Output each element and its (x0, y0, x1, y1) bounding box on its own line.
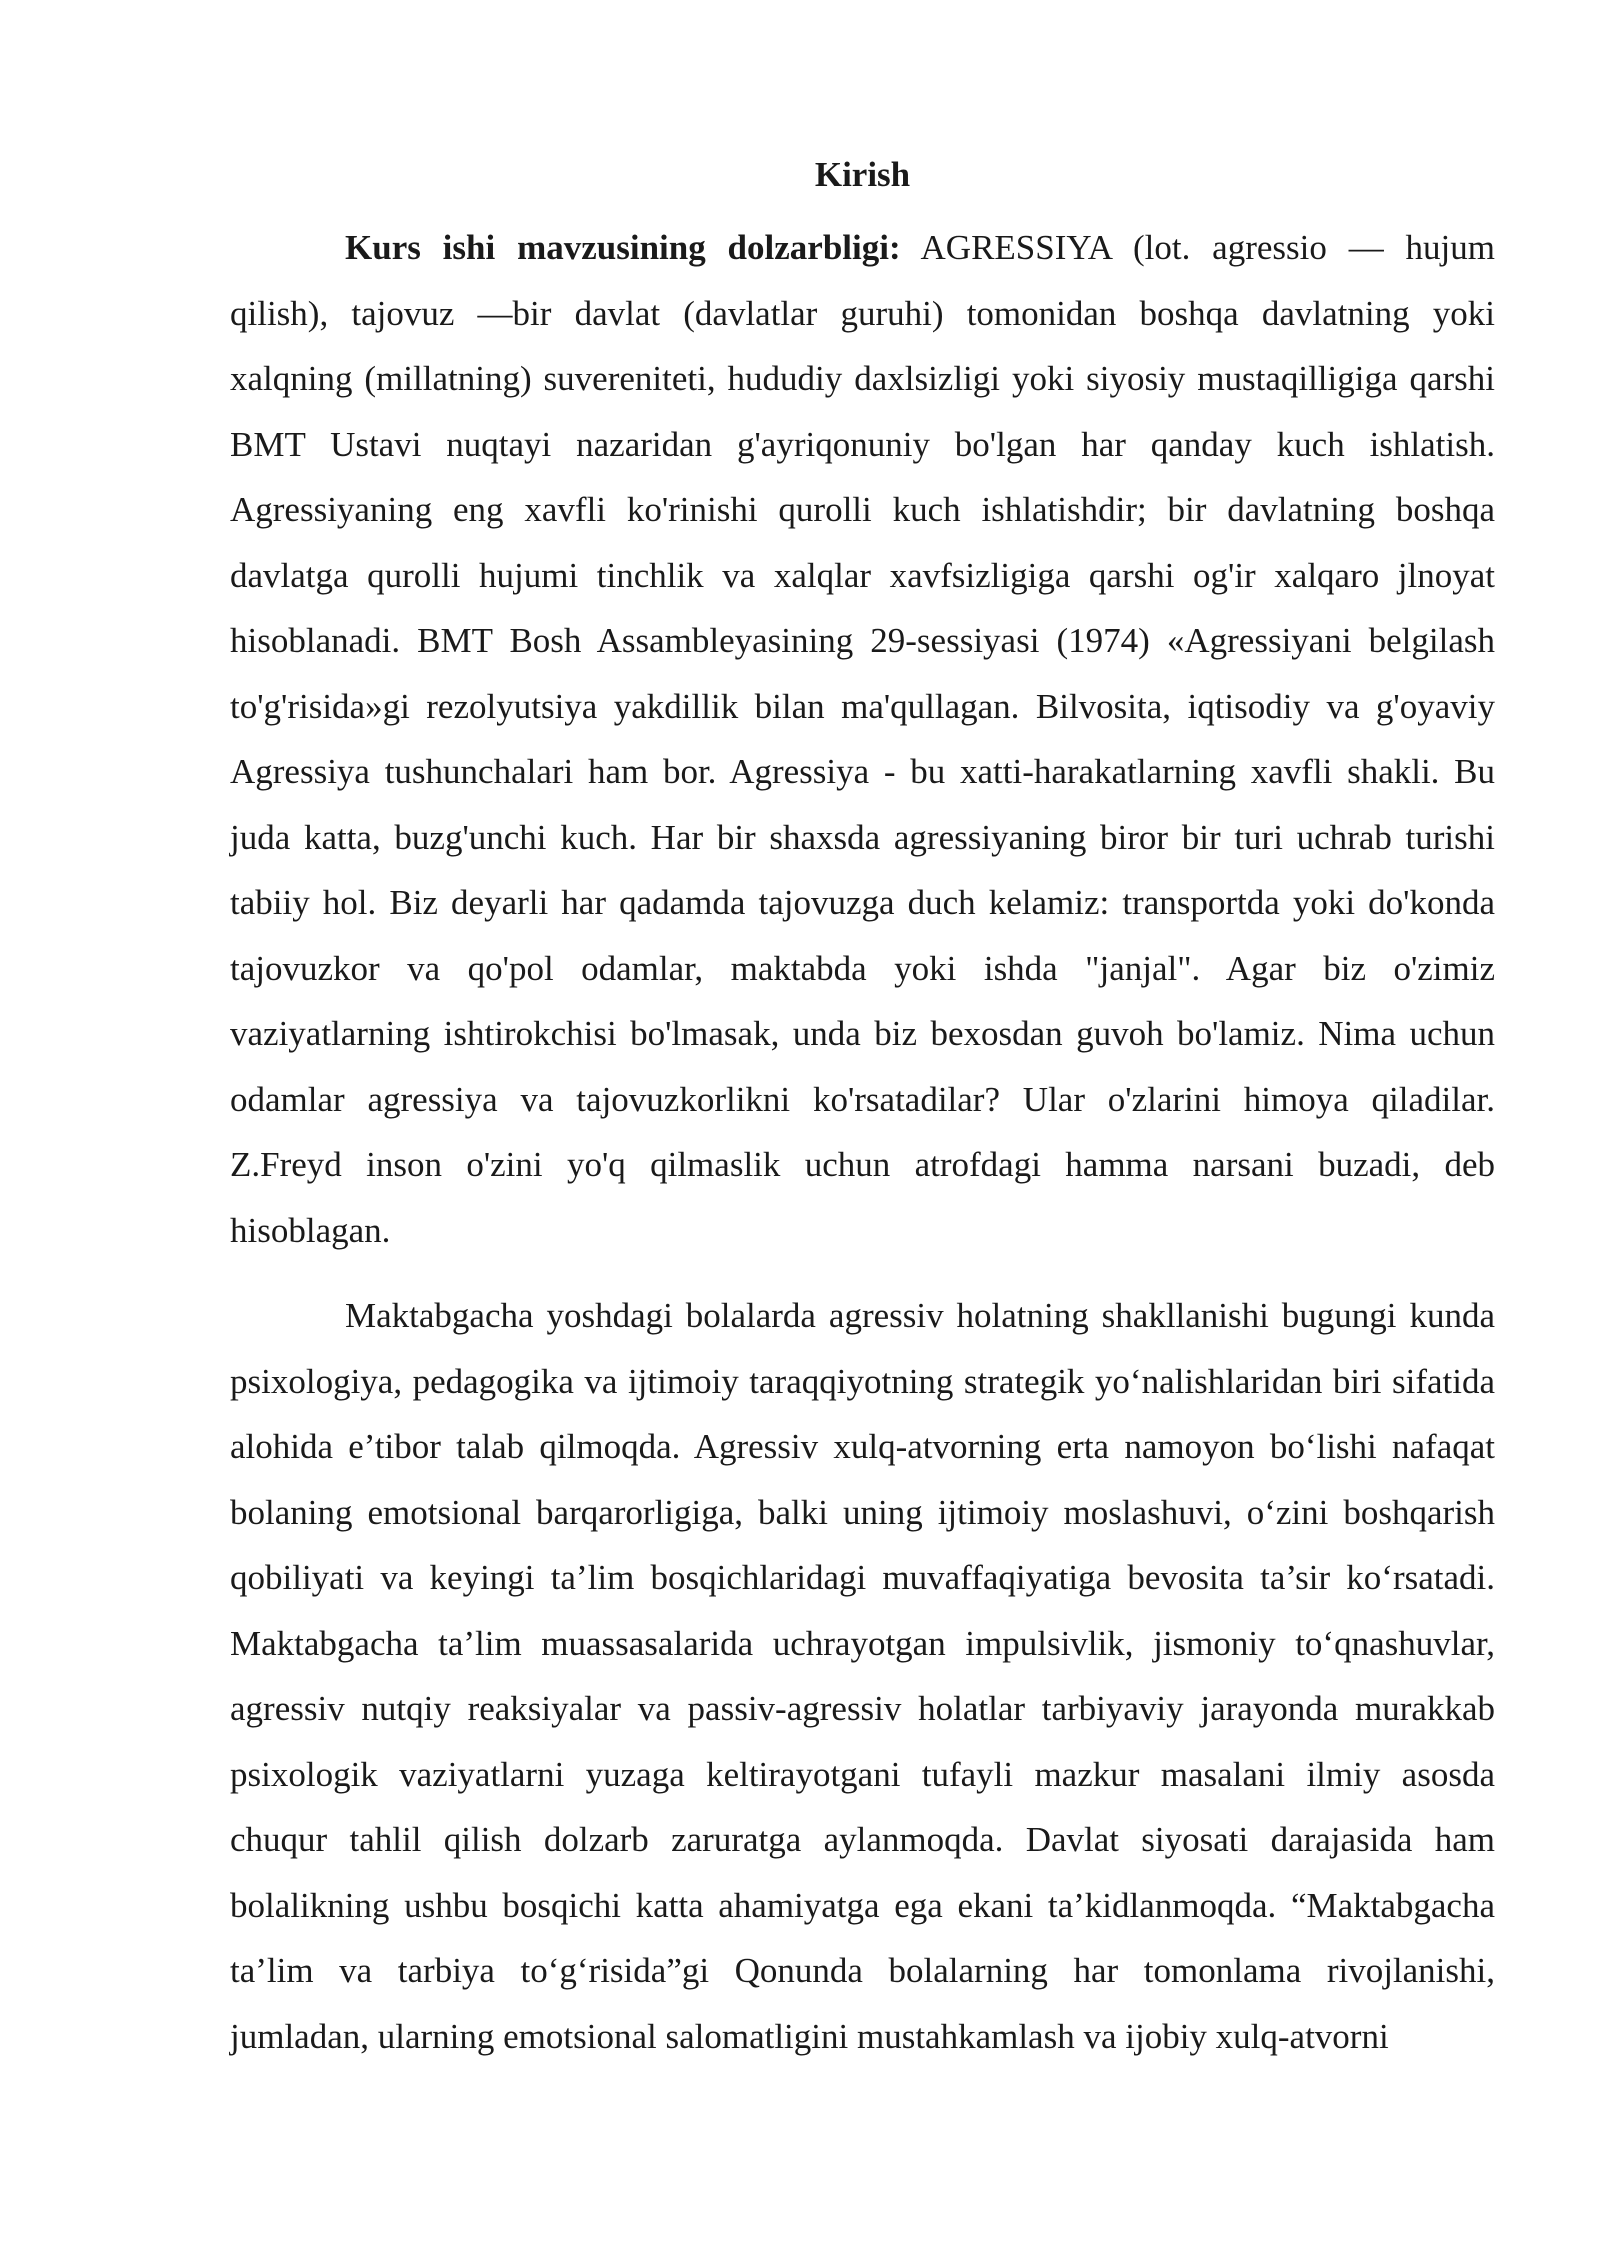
section-title: Kirish (814, 155, 911, 194)
paragraph-relevance (230, 215, 1495, 1263)
paragraph-preschool (230, 1283, 1495, 2069)
document-page (230, 150, 1495, 2069)
paragraph-text: Maktabgacha yoshdagi bolalarda agressiv holatning shakllanishi bugungi kunda psixologiya, pedagogika va ijtimoiy taraqqiyotning strategik yo‘nalishlaridan biri sifatida alohida e’tibor talab qilmoqda. Agressiv xulq-atvorning erta namoyon bo‘lishi nafaqat bolaning emotsional barqarorligiga, balki uning ijtimoiy moslashuvi, o‘zini boshqarish qobiliyati va keyingi ta’lim bosqichlaridagi muvaffaqiyatiga bevosita ta’sir ko‘rsatadi. Maktabgacha ta’lim muassasalarida uchrayotgan impulsivlik, jismoniy to‘qnashuvlar, agressiv nutqiy reaksiyalar va passiv-agressiv holatlar tarbiyaviy jarayonda murakkab psixologik vaziyatlarni yuzaga keltirayotgani tufayli mazkur masalani ilmiy asosda chuqur tahlil qilish dolzarb zaruratga aylanmoqda. Davlat siyosati darajasida ham bolalikning ushbu bosqichi katta ahamiyatga ega ekani ta’kidlanmoqda. “Maktabgacha ta’lim va tarbiya to‘g‘risida”gi Qonunda bolalarning har tomonlama rivojlanishi, jumladan, ularning emotsional salomatligini mustahkamlash va ijobiy xulq-atvorni (230, 1296, 1495, 2056)
paragraph-text: AGRESSIYA (lot. agressio — hujum qilish), tajovuz —bir davlat (davlatlar guruhi) tomonidan boshqa davlatning yoki xalqning (millatning) suvereniteti, hududiy daxlsizligi yoki siyosiy mustaqilligiga qarshi BMT Ustavi nuqtayi nazaridan g'ayriqonuniy bo'lgan har qanday kuch ishlatish. Agressiyaning eng xavfli ko'rinishi qurolli kuch ishlatishdir; bir davlatning boshqa davlatga qurolli hujumi tinchlik va xalqlar xavfsizligiga qarshi og'ir xalqaro jlnoyat hisoblanadi. BMT Bosh Assambleyasining 29-sessiyasi (1974) «Agressiyani belgilash to'g'risida»gi rezolyutsiya yakdillik bilan ma'qullagan. Bilvosita, iqtisodiy va g'oyaviy Agressiya tushunchalari ham bor. Agressiya - bu xatti-harakatlarning xavfli shakli. Bu juda katta, buzg'unchi kuch. Har bir shaxsda agressiyaning biror bir turi uchrab turishi tabiiy hol. Biz deyarli har qadamda tajovuzga duch kelamiz: transportda yoki do'konda tajovuzkor va qo'pol odamlar, maktabda yoki ishda "janjal". Agar biz o'zimiz vaziyatlarning ishtirokchisi bo'lmasak, unda biz bexosdan guvoh bo'lamiz. Nima uchun odamlar agressiya va tajovuzkorlikni ko'rsatadilar? Ular o'zlarini himoya qiladilar. Z.Freyd inson o'zini yo'q qilmaslik uchun atrofdagi hamma narsani buzadi, deb hisoblagan. (230, 228, 1495, 1250)
paragraph-lead: Kurs ishi mavzusining dolzarbligi: (345, 228, 901, 267)
